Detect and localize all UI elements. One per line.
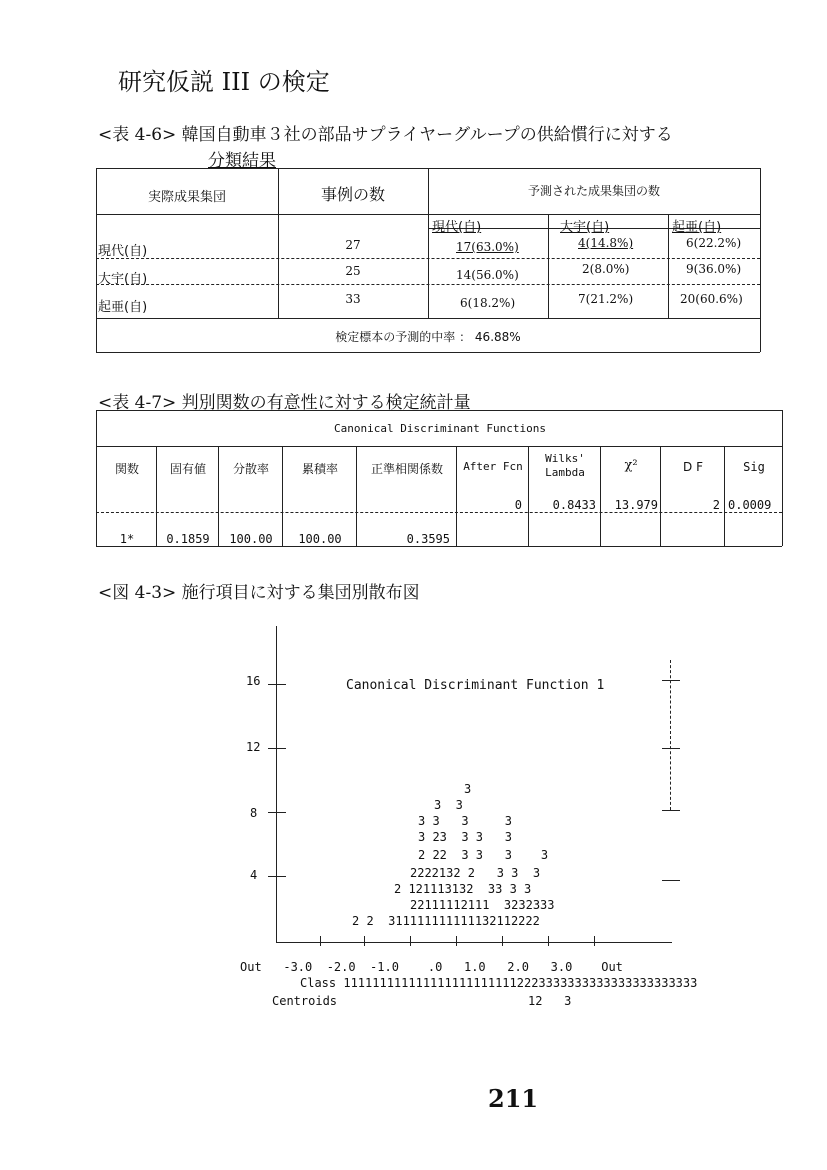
centroids-values: 12 3 bbox=[528, 994, 572, 1008]
table47-caption: <表 4-7> 判別関数の有意性に対する検定統計量 bbox=[98, 393, 471, 413]
head-canonical-corr: 正準相関係数 bbox=[370, 462, 443, 476]
head-actual-group: 実際成果集団 bbox=[147, 190, 226, 205]
y-tick-8: 8 bbox=[250, 806, 258, 820]
row-pred-daewoo: 4(14.8%) bbox=[578, 236, 634, 250]
plot-row: 2 22 3 3 3 3 bbox=[418, 848, 549, 862]
row-pred-daewoo: 7(21.2%) bbox=[578, 292, 634, 306]
section-title: 研究仮説 III の検定 bbox=[118, 68, 330, 96]
row-group-label: 大宇(自) bbox=[98, 272, 148, 287]
plot-row: 2 121113132 33 3 3 bbox=[394, 882, 532, 896]
row1-variance-pct: 100.00 bbox=[229, 532, 273, 546]
plot-row: 3 3 3 3 bbox=[418, 814, 512, 828]
head-lambda: Lambda bbox=[545, 466, 585, 479]
plot-row: 2222132 2 3 3 3 bbox=[410, 866, 541, 880]
row0-df: 2 bbox=[712, 498, 720, 512]
centroids-label: Centroids bbox=[272, 994, 338, 1008]
table46-caption-continued: 分類結果 bbox=[208, 151, 276, 171]
y-tick-12: 12 bbox=[246, 740, 261, 754]
page-number: 211 bbox=[488, 1084, 539, 1113]
row-case-count: 33 bbox=[345, 292, 361, 306]
row0-lambda: 0.8433 bbox=[552, 498, 596, 512]
plot-row: 2 2 311111111111132112222 bbox=[352, 914, 540, 928]
subhead-hyundai: 現代(自) bbox=[432, 220, 482, 235]
table46-footer: 検定標本の予測的中率 ： 46.88% bbox=[335, 330, 521, 344]
row1-canonical-corr: 0.3595 bbox=[406, 532, 450, 546]
row-pred-hyundai: 14(56.0%) bbox=[456, 268, 519, 282]
row0-after-fcn: 0 bbox=[514, 498, 522, 512]
row-group-label: 起亜(自) bbox=[98, 300, 148, 315]
plot-title: Canonical Discriminant Function 1 bbox=[346, 678, 605, 693]
subhead-kia: 起亜(自) bbox=[672, 220, 722, 235]
row-pred-hyundai: 6(18.2%) bbox=[460, 296, 516, 310]
figure43-caption: <図 4-3> 施行項目に対する集団別散布図 bbox=[98, 583, 420, 603]
y-tick-16: 16 bbox=[246, 674, 261, 688]
head-cumulative-pct: 累積率 bbox=[301, 462, 338, 476]
row-pred-kia: 9(36.0%) bbox=[686, 262, 742, 276]
head-sig: Sig bbox=[743, 460, 765, 474]
row-case-count: 25 bbox=[345, 264, 361, 278]
row-case-count: 27 bbox=[345, 238, 361, 252]
row1-cumulative-pct: 100.00 bbox=[298, 532, 342, 546]
head-function: 関数 bbox=[114, 462, 139, 476]
head-wilks: Wilks' bbox=[545, 452, 585, 465]
row-pred-kia: 6(22.2%) bbox=[686, 236, 742, 250]
row1-eigenvalue: 0.1859 bbox=[166, 532, 210, 546]
head-case-count: 事例の数 bbox=[320, 185, 385, 204]
plot-row: 3 23 3 3 3 bbox=[418, 830, 512, 844]
row1-function: 1* bbox=[119, 532, 135, 546]
plot-row: 3 3 bbox=[434, 798, 463, 812]
table46-caption: <表 4-6> 韓国自動車３社の部品サプライヤーグループの供給慣行に対する bbox=[98, 125, 673, 145]
subhead-daewoo: 大宇(自) bbox=[560, 220, 610, 235]
row-pred-daewoo: 2(8.0%) bbox=[582, 262, 630, 276]
head-after-fcn: After Fcn bbox=[463, 460, 523, 473]
head-eigenvalue: 固有値 bbox=[169, 462, 206, 476]
row0-chi-square: 13.979 bbox=[614, 498, 658, 512]
plot-row: 3 bbox=[464, 782, 472, 796]
table47-banner: Canonical Discriminant Functions bbox=[334, 422, 546, 435]
head-variance-pct: 分散率 bbox=[232, 462, 269, 476]
head-predicted: 予測された成果集団の数 bbox=[527, 184, 660, 198]
plot-row: 22111112111 3232333 bbox=[410, 898, 555, 912]
row0-sig: 0.0009 bbox=[728, 498, 772, 512]
row-pred-hyundai: 17(63.0%) bbox=[456, 240, 519, 254]
row-pred-kia: 20(60.6%) bbox=[680, 292, 743, 306]
class-line: Class 1111111111111111111111112223333333333333333333333 bbox=[300, 976, 698, 990]
head-chi-square: χ² bbox=[624, 458, 638, 473]
x-axis-labels: Out -3.0 -2.0 -1.0 .0 1.0 2.0 3.0 Out bbox=[240, 960, 623, 974]
head-df: D F bbox=[683, 460, 703, 474]
row-group-label: 現代(自) bbox=[98, 244, 148, 259]
y-tick-4: 4 bbox=[250, 868, 258, 882]
